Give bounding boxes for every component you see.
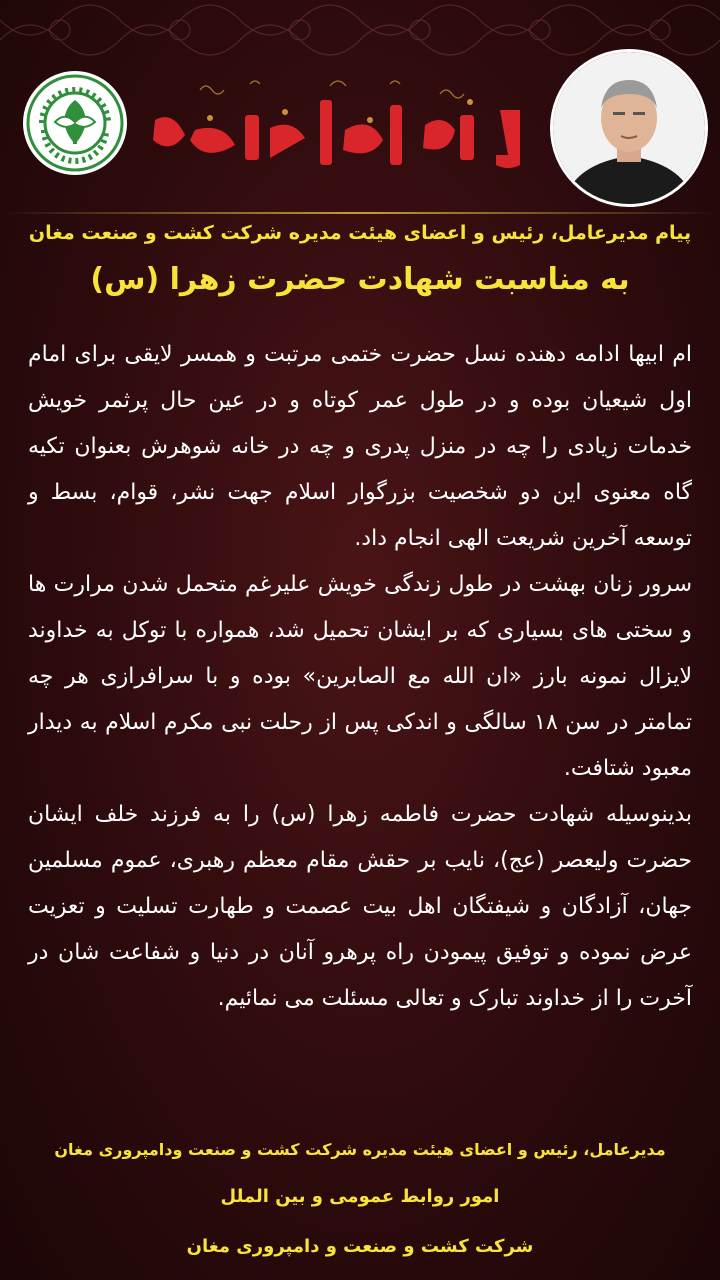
company-logo	[22, 70, 128, 176]
message-body	[28, 332, 692, 1022]
fatemeh-zahra-calligraphy	[140, 70, 540, 180]
divider-top	[0, 212, 720, 214]
ceo-portrait	[553, 52, 705, 204]
company-line: شرکت کشت و صنعت و دامپروری مغان	[186, 1236, 534, 1257]
department-line: امور روابط عمومی و بین الملل	[220, 1186, 500, 1207]
message-paragraph-2: سرور زنان بهشت در طول زندگی خویش علیرغم متحمل شدن مرارت ها و سختی های بسیاری که بر ایشان تحمیل شد، همواره با توکل به خداوند لایزال نمونه بارز «ان الله مع الصابرین» بوده و با سرافرازی هر چه تمامتر در سن ۱۸ سالگی و اندکی پس از رحلت نبی مکرم اسلام به دیدار معبود شتافت.	[28, 572, 692, 781]
signature-line: مدیرعامل، رئیس و اعضای هیئت مدیره شرکت کشت و صنعت ودامپروری مغان	[54, 1140, 666, 1159]
message-paragraph-1: ام ابیها ادامه دهنده نسل حضرت ختمی مرتبت و همسر لایقی برای امام اول شیعیان بوده و در طول عمر کوتاه و در عین حال پرثمر خویش خدمات زیادی را چه در منزل پدری و چه در خانه شوهرش بعنوان تکیه گاه معنوی این دو شخصیت بزرگوار اسلام جهت نشر، قوام، بسط و توسعه آخرین شریعت الهی انجام داد.	[28, 342, 692, 551]
message-heading: پیام مدیرعامل، رئیس و اعضای هیئت مدیره شرکت کشت و صنعت مغان	[28, 222, 692, 244]
message-paragraph-3: بدینوسیله شهادت حضرت فاطمه زهرا (س) را به فرزند خلف ایشان حضرت ولیعصر (عج)، نایب بر حقش مقام معظم رهبری، عموم مسلمین جهان، آزادگان و شیفتگان اهل بیت عصمت و طهارت تسلیت و تعزیت عرض نموده و توفیق پیمودن راه پرهرو آنان در دنیا و شفاعت شان در آخرت را از خداوند تبارک و تعالی مسئلت می نمائیم.	[28, 802, 692, 1011]
occasion-heading: به مناسبت شهادت حضرت زهرا (س)	[90, 262, 630, 297]
header	[0, 0, 720, 215]
